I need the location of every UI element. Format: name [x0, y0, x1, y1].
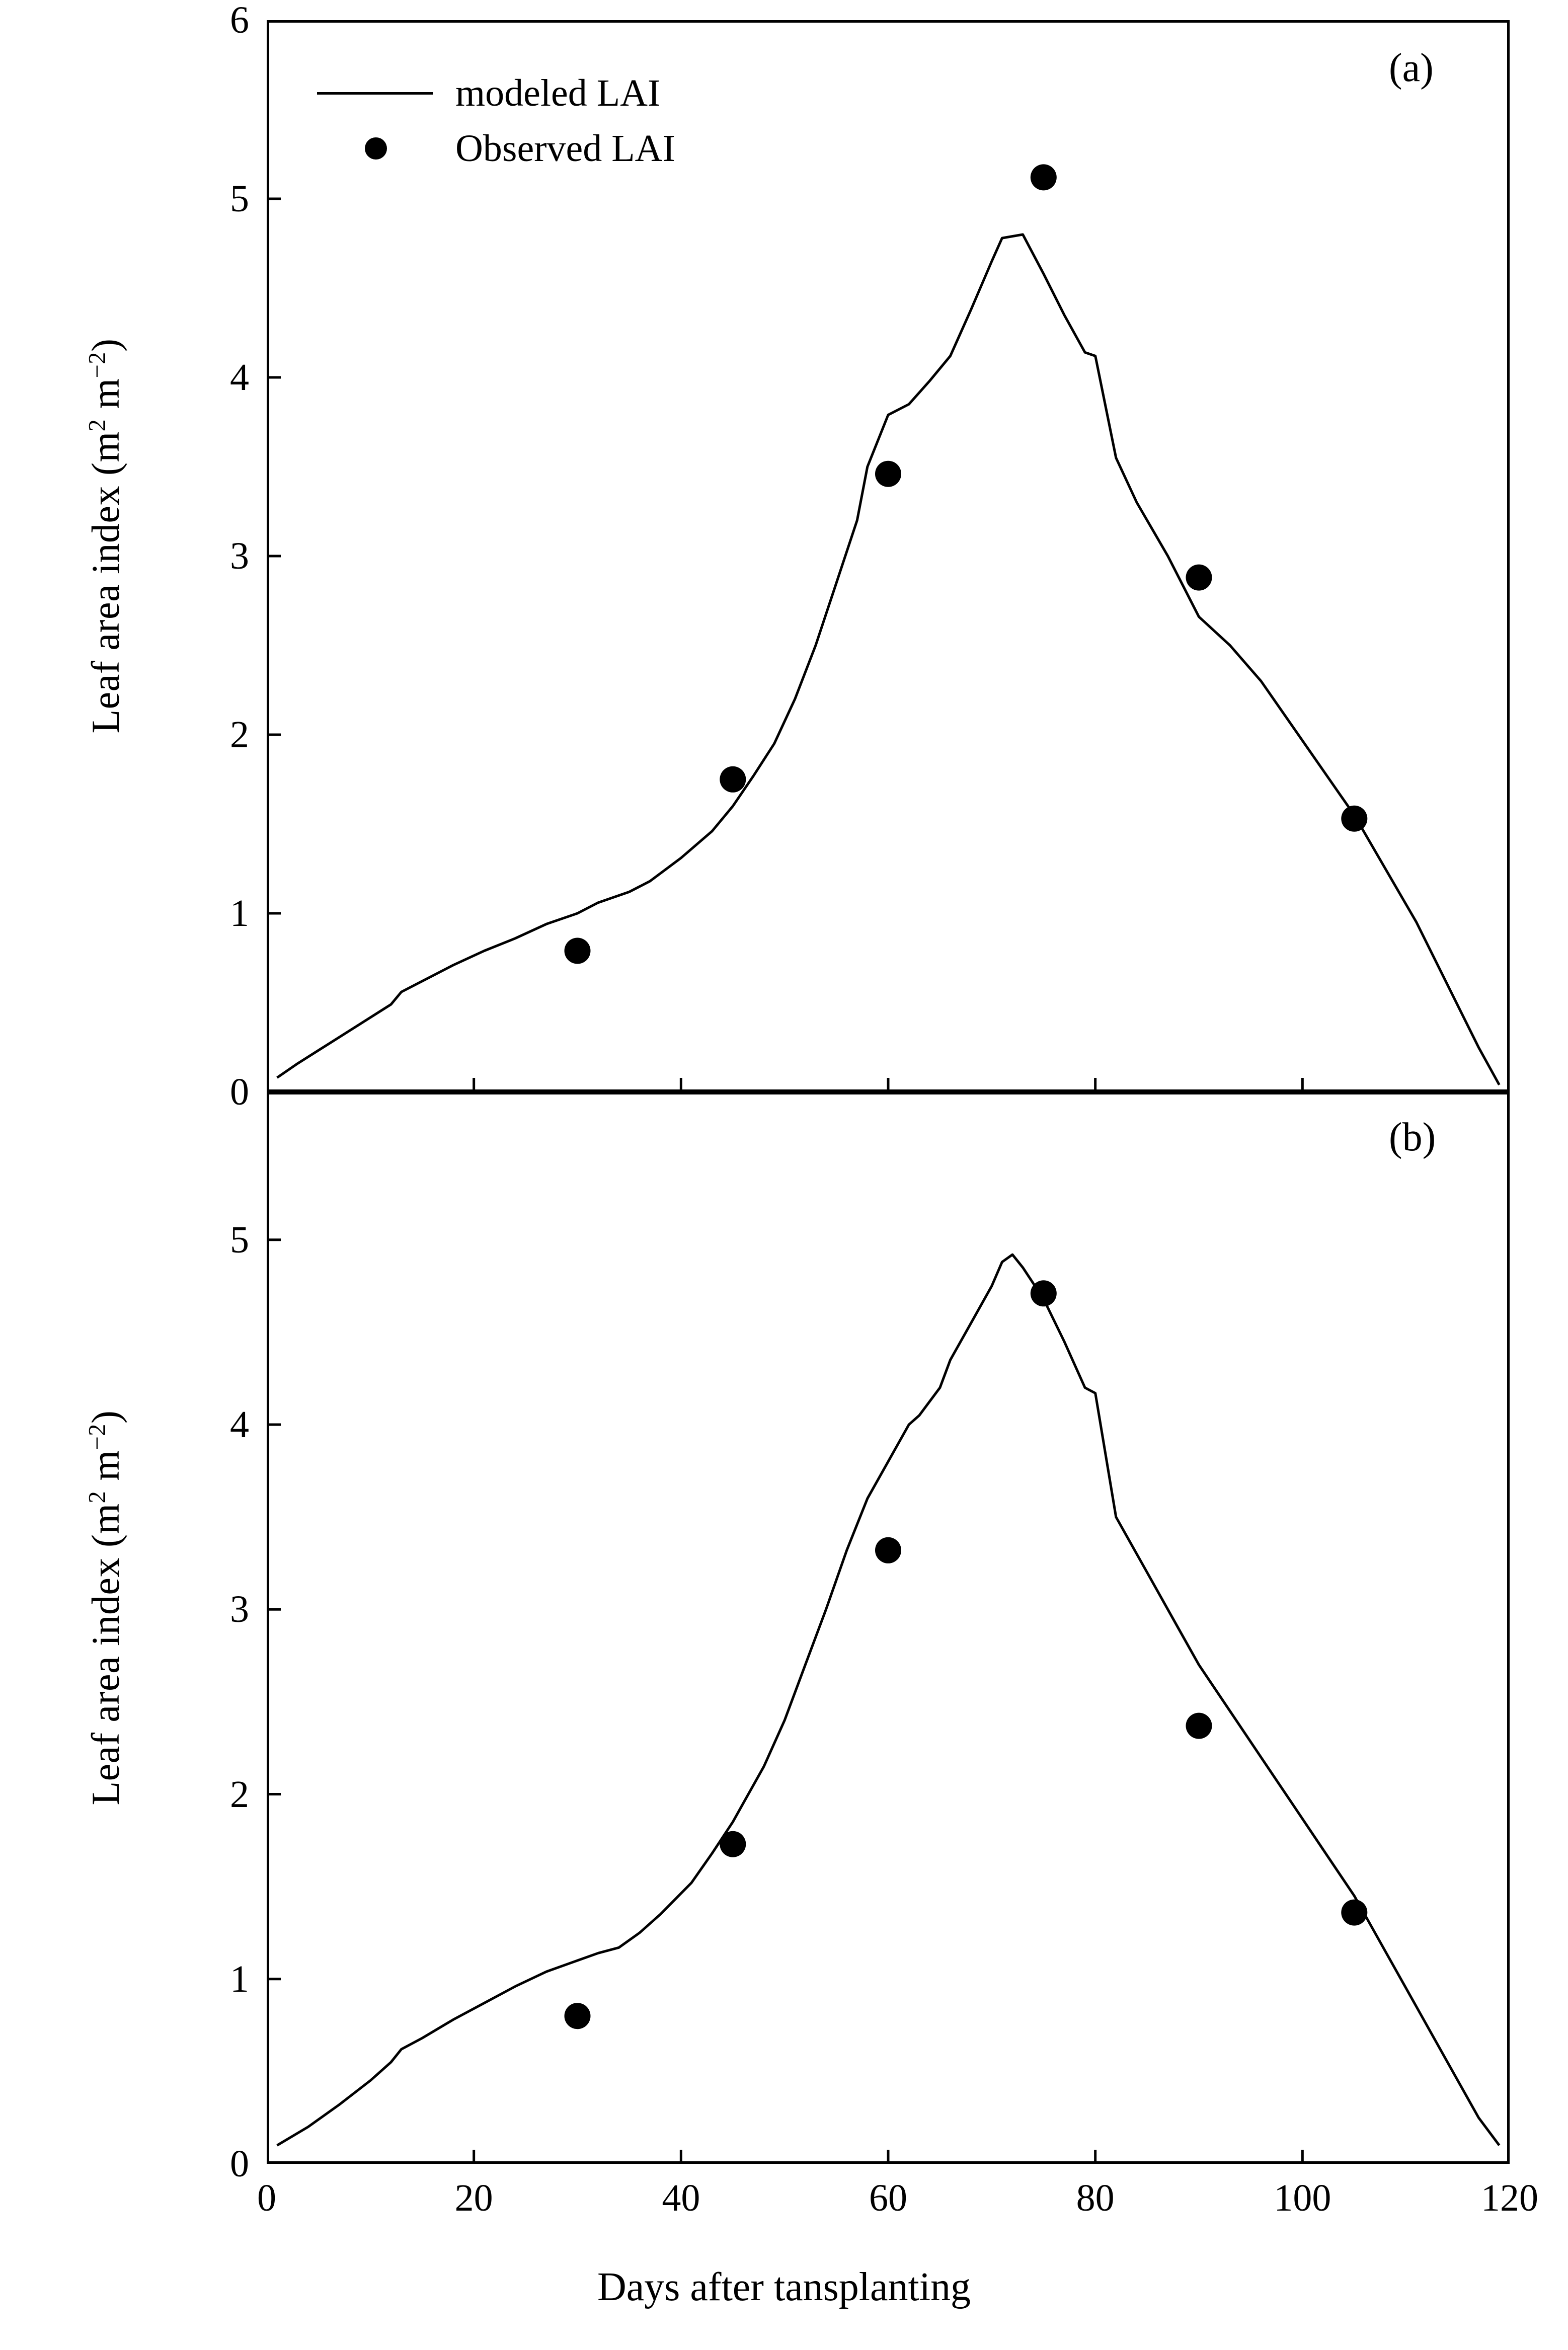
- modeled-lai-line: [277, 1255, 1500, 2145]
- panel-b-y-axis-ticks: [151, 1092, 249, 2185]
- y-tick-label: 0: [230, 1071, 249, 1113]
- y-tick-label: 3: [230, 535, 249, 577]
- y-tick-label: 5: [230, 1218, 249, 1261]
- panel-a-label: (a): [1389, 46, 1434, 90]
- x-tick-label: 80: [1076, 2177, 1115, 2219]
- y-tick-label: 4: [230, 1403, 249, 1446]
- observed-lai-point: [875, 461, 901, 487]
- observed-lai-point: [1031, 1280, 1057, 1306]
- legend-label-modeled: modeled LAI: [455, 72, 661, 114]
- observed-lai-point: [565, 2003, 591, 2029]
- legend-label-observed: Observed LAI: [455, 127, 675, 170]
- y-tick-label: 1: [230, 1957, 249, 2000]
- x-tick-label: 20: [454, 2177, 493, 2219]
- observed-lai-point: [1341, 1900, 1367, 1926]
- observed-lai-point: [1031, 164, 1057, 190]
- panel-b-label: (b): [1389, 1115, 1436, 1159]
- observed-lai-point: [720, 766, 746, 793]
- panel-b-plot-area: [267, 1092, 1510, 2164]
- observed-lai-point: [875, 1537, 901, 1563]
- x-tick-label: 40: [662, 2177, 700, 2219]
- dot-key-icon: [312, 121, 438, 176]
- panel-a-y-axis-ticks: [151, 0, 249, 1113]
- y-tick-label: 3: [230, 1588, 249, 1631]
- y-tick-label: 4: [230, 356, 249, 399]
- y-tick-label: 2: [230, 714, 249, 756]
- panel-b-y-axis-title: Leaf area index ($m^2$ $m^{-2}$): [84, 1410, 127, 1806]
- x-tick-label: 60: [869, 2177, 907, 2219]
- x-tick-label: 120: [1481, 2177, 1538, 2219]
- y-tick-label: 6: [230, 0, 249, 41]
- observed-lai-point: [565, 938, 591, 964]
- observed-lai-point: [720, 1831, 746, 1857]
- panel-a-plot-area: [267, 20, 1510, 1092]
- y-tick-label: 5: [230, 178, 249, 220]
- x-axis-title: Days after tansplanting: [597, 2265, 971, 2309]
- y-tick-label: 0: [230, 2143, 249, 2185]
- x-tick-label: 100: [1274, 2177, 1331, 2219]
- x-tick-label: 0: [257, 2177, 276, 2219]
- chart-panel-a: [267, 20, 1510, 1092]
- y-tick-label: 1: [230, 892, 249, 934]
- modeled-lai-line: [277, 234, 1500, 1085]
- chart-panel-b: [267, 1092, 1510, 2164]
- panel-a-y-axis-title: Leaf area index ($m^2$ $m^{-2}$): [84, 338, 127, 734]
- observed-lai-point: [1186, 565, 1212, 591]
- x-axis-ticks: [257, 2177, 1538, 2229]
- observed-lai-point: [1186, 1713, 1212, 1739]
- y-tick-label: 2: [230, 1773, 249, 1816]
- line-key-icon: [312, 65, 438, 121]
- observed-lai-point: [1341, 806, 1367, 832]
